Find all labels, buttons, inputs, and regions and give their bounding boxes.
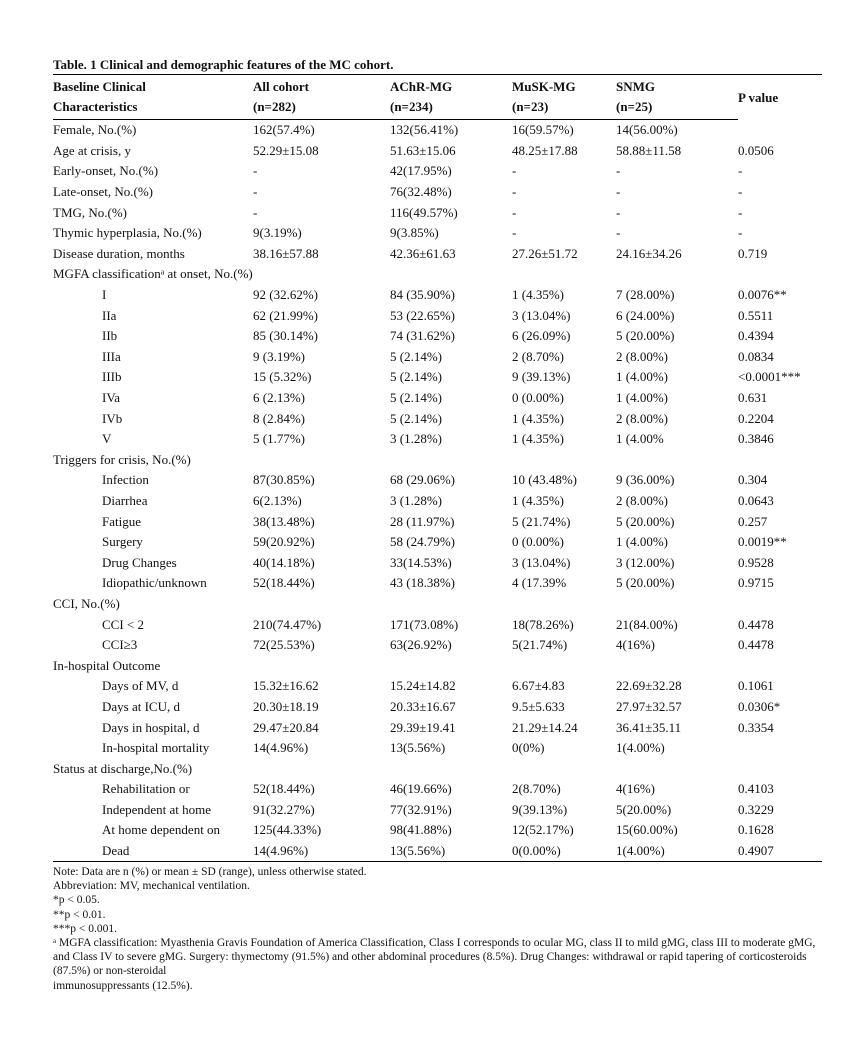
row-label: IIa [102, 307, 117, 323]
table-cell: 2(8.70%) [512, 781, 561, 797]
row-label: Independent at home [102, 801, 212, 817]
table-cell [512, 594, 616, 615]
table-cell [738, 450, 822, 471]
table-cell: 1 (4.35%) [512, 410, 564, 426]
table-row [53, 120, 822, 141]
table-row [53, 552, 822, 573]
row-label: Triggers for crisis, No.(%) [53, 451, 191, 467]
table-cell [738, 738, 822, 759]
note-line: and Class IV to severe gMG. Surgery: thymectomy (91.5%) and other abdominal procedures (8.5%). Drug Changes: withdrawal or rapid tapering of corticosteroids [53, 951, 807, 964]
table-row [53, 429, 822, 450]
table-body [53, 120, 822, 862]
table-row [53, 635, 822, 656]
table-row [53, 223, 822, 244]
row-label: Early-onset, No.(%) [53, 163, 159, 179]
row-label: Drug Changes [102, 554, 177, 570]
table-cell [616, 594, 738, 615]
row-label: Days of MV, d [102, 678, 179, 694]
table-cell: 0.4103 [738, 781, 774, 797]
table-cell: 98(41.88%) [390, 822, 452, 838]
table-row [53, 367, 822, 388]
header-characteristics: Baseline Clinical [53, 75, 253, 98]
table-cell: 0 (0.00%) [512, 534, 564, 550]
table-cell: 5 (20.00%) [616, 575, 675, 591]
row-label: Thymic hyperplasia, No.(%) [53, 225, 202, 241]
table-cell: 13(5.56%) [390, 740, 446, 756]
table-cell: - [512, 163, 517, 179]
table-cell: 0.0643 [738, 492, 774, 508]
table-cell: 59(20.92%) [253, 534, 315, 550]
table-cell: 24.16±34.26 [616, 245, 682, 261]
table-cell [390, 264, 512, 285]
table-cell: 7 (28.00%) [616, 287, 675, 303]
table-cell: 15(60.00%) [616, 822, 678, 838]
table-cell: 29.47±20.84 [253, 719, 319, 735]
table-cell: 0 (0.00%) [512, 390, 564, 406]
note-line: (87.5%) or non-steroidal [53, 965, 167, 978]
header-musk-mg-n: (n=23) [512, 97, 616, 120]
table-cell: 14(4.96%) [253, 740, 309, 756]
table-cell: 0.257 [738, 513, 768, 529]
table-cell [616, 655, 738, 676]
table-cell: 3 (1.28%) [390, 492, 442, 508]
table-cell: 3 (12.00%) [616, 554, 675, 570]
table-row [53, 326, 822, 347]
row-label: Infection [102, 472, 149, 488]
note-line: ᵃ MGFA classification: Myasthenia Gravis Foundation of America Classification, Class I corresponds to ocular MG, class II to mild gMG, class III to moderate gMG, [53, 937, 816, 950]
table-cell: 5 (2.14%) [390, 390, 442, 406]
note-line: immunosuppressants (12.5%). [53, 979, 193, 992]
table-row [53, 573, 822, 594]
table-cell: 0.3354 [738, 719, 774, 735]
table-cell: 15.24±14.82 [390, 678, 456, 694]
row-label: Days in hospital, d [102, 719, 200, 735]
table-cell: 2 (8.00%) [616, 410, 668, 426]
table-cell [253, 450, 390, 471]
table-cell: 12(52.17%) [512, 822, 574, 838]
table-cell: 210(74.47%) [253, 616, 322, 632]
table-cell [390, 594, 512, 615]
table-row [53, 614, 822, 635]
table-row [53, 738, 822, 759]
table-cell: 4(16%) [616, 637, 655, 653]
table-cell: 0.3229 [738, 801, 774, 817]
table-cell: 0.1061 [738, 678, 774, 694]
table-cell: - [512, 184, 517, 200]
table-cell: 13(5.56%) [390, 841, 512, 862]
table-cell: 22.69±32.28 [616, 678, 682, 694]
table-cell: 46(19.66%) [390, 781, 452, 797]
table-cell: 5 (1.77%) [253, 431, 305, 447]
table-row [53, 820, 822, 841]
table-cell: 68 (29.06%) [390, 472, 455, 488]
row-label: Days at ICU, d [102, 698, 180, 714]
table-cell: 40(14.18%) [253, 554, 315, 570]
table-row [53, 491, 822, 512]
row-label: CCI < 2 [102, 616, 145, 632]
table-cell [390, 655, 512, 676]
table-cell: 58 (24.79%) [390, 534, 455, 550]
table-cell [390, 758, 512, 779]
row-label: CCI, No.(%) [53, 595, 120, 611]
table-cell: 0.9715 [738, 575, 774, 591]
table-cell: 14(56.00%) [616, 122, 678, 138]
table-cell: 2 (8.00%) [616, 348, 668, 364]
table-cell [512, 758, 616, 779]
table-cell: 2 (8.00%) [616, 492, 668, 508]
table-row [53, 532, 822, 553]
table-row [53, 841, 822, 862]
clinical-features-table [53, 74, 822, 862]
table-cell: - [738, 204, 743, 220]
table-cell [738, 594, 822, 615]
row-label: Disease duration, months [53, 245, 185, 261]
table-cell: 2 (8.70%) [512, 348, 564, 364]
table-cell: 14(4.96%) [253, 841, 390, 862]
table-cell [616, 450, 738, 471]
header-achr-mg-n: (n=234) [390, 97, 512, 120]
table-row [53, 800, 822, 821]
table-row [53, 285, 822, 306]
table-cell: 9 (36.00%) [616, 472, 675, 488]
row-label: Age at crisis, y [53, 142, 131, 158]
table-cell: 9.5±5.633 [512, 698, 565, 714]
table-cell: 10 (43.48%) [512, 472, 577, 488]
table-cell: 3 (1.28%) [390, 431, 442, 447]
table-cell: 9(3.19%) [253, 225, 302, 241]
table-cell: 171(73.08%) [390, 616, 459, 632]
table-cell: 0.1628 [738, 822, 774, 838]
table-cell: 43 (18.38%) [390, 575, 455, 591]
table-cell: 0.2204 [738, 410, 774, 426]
table-cell: 18(78.26%) [512, 616, 574, 632]
table-cell: 6(2.13%) [253, 492, 302, 508]
table-cell: 0.4478 [738, 637, 774, 653]
table-cell: 0.5511 [738, 307, 774, 323]
table-cell: 21(84.00%) [616, 616, 678, 632]
table-cell [390, 450, 512, 471]
table-cell: 0.0834 [738, 348, 774, 364]
table-cell: 16(59.57%) [512, 122, 574, 138]
table-cell: 3 (13.04%) [512, 554, 571, 570]
table-cell: 8 (2.84%) [253, 410, 305, 426]
table-notes [53, 865, 823, 993]
table-cell: 6 (26.09%) [512, 328, 571, 344]
table-cell: - [512, 225, 517, 241]
table-cell: 5(21.74%) [512, 637, 568, 653]
table-cell: 5 (21.74%) [512, 513, 571, 529]
table-cell: 91(32.27%) [253, 801, 315, 817]
table-cell: 76(32.48%) [390, 184, 452, 200]
table-cell: 5 (2.14%) [390, 369, 442, 385]
table-row [53, 779, 822, 800]
table-cell: 28 (11.97%) [390, 513, 455, 529]
row-label: IIIb [102, 369, 122, 385]
row-label: At home dependent on [102, 822, 221, 838]
table-cell: - [616, 204, 621, 220]
table-cell: 4(16%) [616, 781, 655, 797]
table-row [53, 408, 822, 429]
header-snmg-n: (n=25) [616, 97, 738, 120]
table-cell [738, 758, 822, 779]
table-cell: 5(20.00%) [616, 801, 672, 817]
table-row [53, 388, 822, 409]
row-label: IIb [102, 328, 118, 344]
row-label: IVa [102, 390, 121, 406]
table-cell: 1 (4.00% [616, 431, 664, 447]
table-cell: 125(44.33%) [253, 822, 322, 838]
table-row [53, 450, 822, 471]
table-cell: 1(4.00%) [616, 740, 665, 756]
table-cell: 9(3.85%) [390, 225, 439, 241]
table-cell: - [616, 163, 621, 179]
table-cell: 1 (4.35%) [512, 431, 564, 447]
table-row [53, 141, 822, 162]
table-row [53, 594, 822, 615]
row-label: V [102, 431, 112, 447]
table-cell: 0(0%) [512, 740, 545, 756]
table-cell: 62 (21.99%) [253, 307, 318, 323]
table-cell: 5 (20.00%) [616, 513, 675, 529]
table-cell: 52.29±15.08 [253, 142, 319, 158]
table-cell: 92 (32.62%) [253, 287, 318, 303]
table-cell [738, 655, 822, 676]
table-cell: - [253, 184, 258, 200]
table-cell: 6.67±4.83 [512, 678, 565, 694]
row-label: Diarrhea [102, 492, 148, 508]
row-label: In-hospital Outcome [53, 657, 161, 673]
table-cell [253, 655, 390, 676]
table-cell: 58.88±11.58 [616, 142, 682, 158]
table-cell: - [253, 163, 258, 179]
header-all-cohort: All cohort [253, 75, 390, 98]
table-row [53, 470, 822, 491]
table-cell: 85 (30.14%) [253, 328, 318, 344]
table-cell: 20.33±16.67 [390, 698, 456, 714]
table-cell [512, 450, 616, 471]
row-label: Female, No.(%) [53, 122, 137, 138]
table-row [53, 717, 822, 738]
row-label: Surgery [102, 534, 143, 550]
table-cell: 9(39.13%) [512, 801, 568, 817]
table-cell: 52(18.44%) [253, 575, 315, 591]
table-cell: 0.0076** [738, 287, 787, 303]
table-cell: 0.4478 [738, 616, 774, 632]
table-cell: 0.0506 [738, 142, 774, 158]
table-cell: 20.30±18.19 [253, 698, 319, 714]
table-cell [738, 120, 822, 141]
table-cell: 63(26.92%) [390, 637, 452, 653]
table-cell: 74 (31.62%) [390, 328, 455, 344]
table-cell: 3 (13.04%) [512, 307, 571, 323]
table-cell: 0.4907 [738, 841, 822, 862]
note-line: Abbreviation: MV, mechanical ventilation. [53, 880, 250, 893]
table-row [53, 182, 822, 203]
row-label: TMG, No.(%) [53, 204, 128, 220]
table-cell: 53 (22.65%) [390, 307, 455, 323]
table-title: Table. 1 Clinical and demographic features of the MC cohort. [53, 57, 394, 72]
row-label: Rehabilitation or [102, 781, 190, 797]
table-cell: 38.16±57.88 [253, 245, 319, 261]
table-cell: 6 (2.13%) [253, 390, 305, 406]
table-row [53, 347, 822, 368]
table-cell: 0(0.00%) [512, 841, 616, 862]
table-cell: - [738, 184, 743, 200]
table-cell: 0.0306* [738, 698, 781, 714]
table-cell: - [738, 225, 743, 241]
table-cell: 29.39±19.41 [390, 719, 456, 735]
table-cell: 0.3846 [738, 431, 774, 447]
table-cell: 36.41±35.11 [616, 719, 682, 735]
table-cell: 4 (17.39% [512, 575, 567, 591]
header-snmg: SNMG [616, 75, 738, 98]
header-characteristics-line2: Characteristics [53, 97, 253, 120]
table-cell: 77(32.91%) [390, 801, 452, 817]
note-line: **p < 0.01. [53, 908, 106, 921]
row-label: IIIa [102, 348, 121, 364]
table-cell: 0.631 [738, 390, 768, 406]
table-cell: 132(56.41%) [390, 122, 459, 138]
table-cell: 1 (4.35%) [512, 287, 564, 303]
row-label: I [102, 287, 107, 303]
table-cell [253, 758, 390, 779]
table-cell: - [738, 163, 743, 179]
table-row [53, 511, 822, 532]
table-cell: 116(49.57%) [390, 204, 458, 220]
table-cell [738, 264, 822, 285]
row-label: Late-onset, No.(%) [53, 184, 153, 200]
table-cell: 5 (2.14%) [390, 410, 442, 426]
table-cell [253, 264, 390, 285]
header-achr-mg: AChR-MG [390, 75, 512, 98]
table-header [53, 75, 822, 120]
table-row [53, 244, 822, 265]
table-cell: 87(30.85%) [253, 472, 315, 488]
table-row [53, 655, 822, 676]
table-cell: 9 (39.13%) [512, 369, 571, 385]
row-label: Idiopathic/unknown [102, 575, 207, 591]
table-cell: 1 (4.00%) [616, 390, 668, 406]
table-cell: 0.0019** [738, 534, 787, 550]
row-label: IVb [102, 410, 123, 426]
table-cell: <0.0001*** [738, 369, 801, 385]
row-label: MGFA classificationᵃ at onset, No.(%) [53, 266, 253, 282]
table-cell: 52(18.44%) [253, 781, 315, 797]
note-line: *p < 0.05. [53, 894, 100, 907]
table-row [53, 264, 822, 285]
table-cell: 48.25±17.88 [512, 142, 578, 158]
header-p-value: P value [738, 75, 822, 120]
table-cell [512, 655, 616, 676]
table-cell: 51.63±15.06 [390, 142, 456, 158]
note-line: Note: Data are n (%) or mean ± SD (range), unless otherwise stated. [53, 866, 367, 878]
table-cell: 1(4.00%) [616, 841, 738, 862]
table-cell [616, 758, 738, 779]
table-cell: 15 (5.32%) [253, 369, 312, 385]
table-cell: 42.36±61.63 [390, 245, 456, 261]
row-label: Status at discharge,No.(%) [53, 760, 193, 776]
table-row [53, 676, 822, 697]
row-label: Fatigue [102, 513, 141, 529]
header-all-cohort-n: (n=282) [253, 97, 390, 120]
table-cell: 42(17.95%) [390, 163, 452, 179]
table-cell: - [512, 204, 517, 220]
row-label: In-hospital mortality [102, 740, 210, 756]
table-cell: 72(25.53%) [253, 637, 315, 653]
table-row [53, 202, 822, 223]
table-cell: - [616, 184, 621, 200]
table-cell: 0.9528 [738, 554, 774, 570]
row-label: CCI≥3 [102, 637, 138, 653]
table-cell: 27.26±51.72 [512, 245, 578, 261]
table-cell: 33(14.53%) [390, 554, 452, 570]
table-cell: 21.29±14.24 [512, 719, 578, 735]
note-line: ***p < 0.001. [53, 922, 117, 935]
table-cell [512, 264, 616, 285]
table-cell: 1 (4.35%) [512, 492, 564, 508]
table-cell: 0.4394 [738, 328, 774, 344]
table-cell: 38(13.48%) [253, 513, 315, 529]
table-row [53, 305, 822, 326]
table-cell [616, 264, 738, 285]
table-row [53, 758, 822, 779]
table-cell: 9 (3.19%) [253, 348, 305, 364]
table-cell: 0.719 [738, 245, 768, 261]
table-cell: 162(57.4%) [253, 122, 315, 138]
row-label: Dead [53, 841, 253, 862]
table-row [53, 697, 822, 718]
table-cell: 1 (4.00%) [616, 369, 668, 385]
table-cell: - [253, 204, 258, 220]
table-cell: 15.32±16.62 [253, 678, 319, 694]
table-cell: 6 (24.00%) [616, 307, 675, 323]
table-cell: 1 (4.00%) [616, 534, 668, 550]
header-musk-mg: MuSK-MG [512, 75, 616, 98]
table-row [53, 161, 822, 182]
table-cell: 5 (2.14%) [390, 348, 442, 364]
table-cell [253, 594, 390, 615]
table-cell: 27.97±32.57 [616, 698, 682, 714]
table-cell: 0.304 [738, 472, 768, 488]
table-cell: - [616, 225, 621, 241]
table-cell: 84 (35.90%) [390, 287, 455, 303]
table-cell: 5 (20.00%) [616, 328, 675, 344]
